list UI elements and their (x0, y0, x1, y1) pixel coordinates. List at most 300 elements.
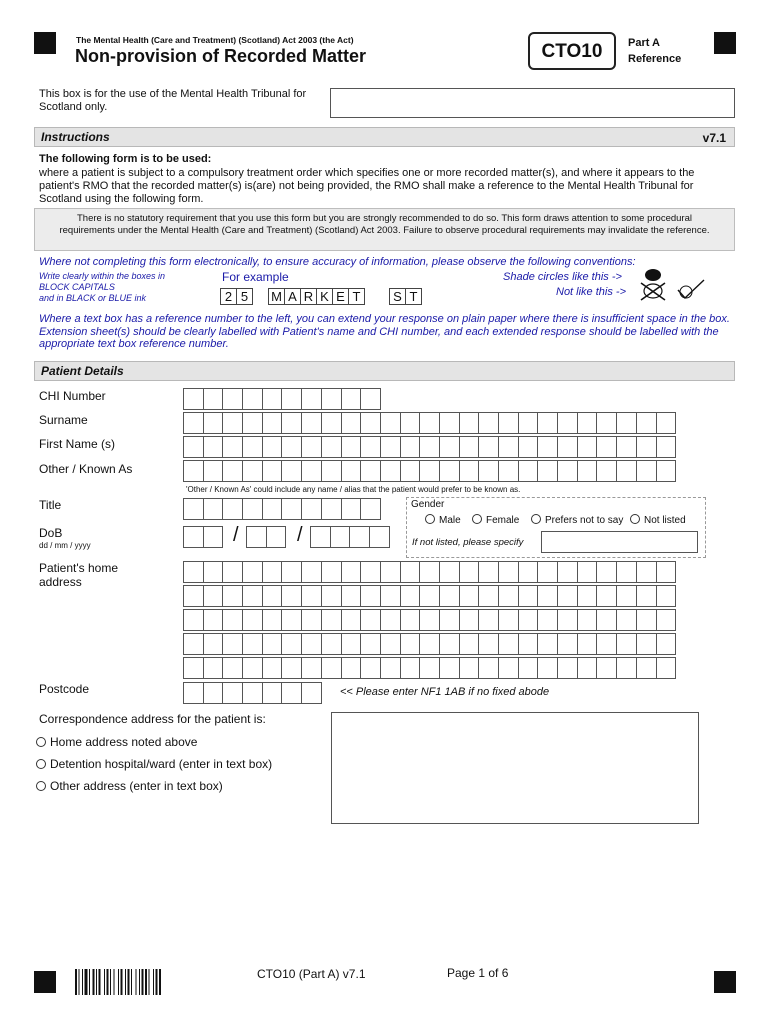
char-box[interactable] (557, 436, 578, 458)
char-box[interactable] (262, 609, 283, 631)
char-box[interactable] (242, 585, 263, 607)
char-box[interactable] (577, 460, 598, 482)
char-box[interactable] (400, 436, 421, 458)
barcode-bar (104, 969, 105, 995)
char-box[interactable] (498, 436, 519, 458)
char-box[interactable] (380, 561, 401, 583)
char-box[interactable] (616, 460, 637, 482)
char-box[interactable] (537, 561, 558, 583)
char-box[interactable] (203, 585, 224, 607)
char-box[interactable] (360, 460, 381, 482)
char-box[interactable] (360, 436, 381, 458)
write-line-2: BLOCK CAPITALS (39, 282, 115, 292)
char-box[interactable] (419, 561, 440, 583)
char-box[interactable] (636, 609, 657, 631)
char-box[interactable] (400, 561, 421, 583)
char-box[interactable] (341, 388, 362, 410)
char-box[interactable] (459, 585, 480, 607)
char-box[interactable] (478, 585, 499, 607)
char-box[interactable] (518, 460, 539, 482)
char-box[interactable] (203, 633, 224, 655)
dob-separator: / (233, 524, 239, 546)
example-char: T (405, 288, 422, 305)
char-box[interactable] (301, 657, 322, 679)
char-box[interactable] (596, 460, 617, 482)
char-box[interactable] (321, 436, 342, 458)
char-box[interactable] (222, 388, 243, 410)
char-box[interactable] (557, 657, 578, 679)
char-box[interactable] (222, 657, 243, 679)
radio-icon[interactable] (36, 781, 46, 791)
char-box[interactable] (301, 436, 322, 458)
char-box[interactable] (537, 609, 558, 631)
char-box[interactable] (281, 561, 302, 583)
char-box[interactable] (301, 585, 322, 607)
char-box[interactable] (557, 609, 578, 631)
char-box[interactable] (203, 561, 224, 583)
char-box[interactable] (222, 585, 243, 607)
char-box[interactable] (400, 412, 421, 434)
char-box[interactable] (439, 657, 460, 679)
char-box[interactable] (577, 633, 598, 655)
char-box[interactable] (183, 561, 204, 583)
char-box[interactable] (596, 657, 617, 679)
char-box[interactable] (478, 412, 499, 434)
char-box[interactable] (266, 526, 287, 548)
char-box[interactable] (222, 561, 243, 583)
char-box[interactable] (419, 609, 440, 631)
char-box[interactable] (301, 561, 322, 583)
char-box[interactable] (360, 561, 381, 583)
char-box[interactable] (321, 633, 342, 655)
correspondence-label: Correspondence address for the patient is: (39, 712, 266, 726)
char-box[interactable] (557, 460, 578, 482)
radio-icon[interactable] (472, 514, 482, 524)
char-box[interactable] (203, 388, 224, 410)
char-box[interactable] (419, 412, 440, 434)
char-box[interactable] (577, 436, 598, 458)
char-box[interactable] (183, 526, 204, 548)
address-line-3-input[interactable] (183, 609, 675, 631)
gender-option-female[interactable]: Female (472, 514, 519, 526)
char-box[interactable] (341, 585, 362, 607)
gender-option-prefers-not[interactable]: Prefers not to say (531, 514, 623, 526)
char-box[interactable] (616, 609, 637, 631)
char-box[interactable] (281, 657, 302, 679)
char-box[interactable] (498, 412, 519, 434)
char-box[interactable] (222, 633, 243, 655)
char-box[interactable] (242, 609, 263, 631)
char-box[interactable] (341, 561, 362, 583)
correspondence-option-hospital[interactable]: Detention hospital/ward (enter in text box) (36, 757, 272, 771)
char-box[interactable] (242, 561, 263, 583)
char-box[interactable] (380, 633, 401, 655)
char-box[interactable] (262, 388, 283, 410)
char-box[interactable] (459, 561, 480, 583)
char-box[interactable] (439, 460, 460, 482)
char-box[interactable] (183, 609, 204, 631)
char-box[interactable] (262, 412, 283, 434)
char-box[interactable] (557, 412, 578, 434)
char-box[interactable] (478, 561, 499, 583)
char-box[interactable] (478, 436, 499, 458)
char-box[interactable] (616, 633, 637, 655)
char-box[interactable] (459, 657, 480, 679)
char-box[interactable] (341, 657, 362, 679)
char-box[interactable] (262, 561, 283, 583)
version-label: v7.1 (702, 131, 726, 145)
char-box[interactable] (360, 609, 381, 631)
char-box[interactable] (380, 412, 401, 434)
char-box[interactable] (341, 609, 362, 631)
char-box[interactable] (459, 633, 480, 655)
form-code-box (528, 32, 616, 70)
char-box[interactable] (242, 682, 263, 704)
char-box[interactable] (498, 633, 519, 655)
char-box[interactable] (596, 585, 617, 607)
char-box[interactable] (439, 561, 460, 583)
barcode-bar (82, 969, 83, 995)
other-name-label: Other / Known As (39, 462, 133, 476)
char-box[interactable] (242, 633, 263, 655)
barcode-bar (159, 969, 161, 995)
char-box[interactable] (222, 436, 243, 458)
char-box[interactable] (636, 412, 657, 434)
correspondence-option-other[interactable]: Other address (enter in text box) (36, 779, 223, 793)
char-box[interactable] (242, 657, 263, 679)
char-box[interactable] (498, 561, 519, 583)
char-box[interactable] (498, 609, 519, 631)
char-box[interactable] (439, 609, 460, 631)
char-box[interactable] (616, 436, 637, 458)
char-box[interactable] (478, 609, 499, 631)
char-box[interactable] (262, 498, 283, 520)
char-box[interactable] (518, 633, 539, 655)
dob-year-input[interactable] (310, 526, 389, 548)
radio-icon[interactable] (36, 737, 46, 747)
char-box[interactable] (341, 460, 362, 482)
dob-day-input[interactable] (183, 526, 222, 548)
char-box[interactable] (419, 657, 440, 679)
footer-form-ref: CTO10 (Part A) v7.1 (257, 967, 366, 981)
dob-month-input[interactable] (246, 526, 285, 548)
char-box[interactable] (281, 682, 302, 704)
char-box[interactable] (656, 633, 677, 655)
gender-specify-input[interactable] (541, 531, 698, 553)
char-box[interactable] (301, 460, 322, 482)
char-box[interactable] (400, 633, 421, 655)
char-box[interactable] (537, 436, 558, 458)
write-line-3: and in BLACK or BLUE ink (39, 293, 147, 303)
char-box[interactable] (360, 633, 381, 655)
char-box[interactable] (183, 633, 204, 655)
char-box[interactable] (636, 633, 657, 655)
char-box[interactable] (301, 609, 322, 631)
char-box[interactable] (616, 561, 637, 583)
char-box[interactable] (281, 388, 302, 410)
char-box[interactable] (360, 657, 381, 679)
barcode-bar (89, 969, 90, 995)
char-box[interactable] (341, 436, 362, 458)
correspondence-address-input[interactable] (331, 712, 699, 824)
char-box[interactable] (281, 412, 302, 434)
radio-icon[interactable] (531, 514, 541, 524)
postcode-input[interactable] (183, 682, 321, 704)
title-input[interactable] (183, 498, 380, 520)
char-box[interactable] (281, 436, 302, 458)
barcode-bar (153, 969, 154, 995)
char-box[interactable] (478, 633, 499, 655)
char-box[interactable] (636, 460, 657, 482)
char-box[interactable] (439, 412, 460, 434)
char-box[interactable] (321, 585, 342, 607)
char-box[interactable] (341, 633, 362, 655)
barcode-bar (156, 969, 158, 995)
first-name-input[interactable] (183, 436, 675, 458)
example-char: 5 (236, 288, 253, 305)
char-box[interactable] (321, 388, 342, 410)
char-box[interactable] (301, 412, 322, 434)
char-box[interactable] (341, 412, 362, 434)
address-line-1-input[interactable] (183, 561, 675, 583)
address-line-2-input[interactable] (183, 585, 675, 607)
char-box[interactable] (321, 561, 342, 583)
page-number: Page 1 of 6 (447, 966, 509, 980)
char-box[interactable] (380, 460, 401, 482)
char-box[interactable] (262, 657, 283, 679)
address-line-4-input[interactable] (183, 633, 675, 655)
instructions-heading: Instructions (41, 130, 110, 144)
char-box[interactable] (596, 609, 617, 631)
radio-icon[interactable] (425, 514, 435, 524)
char-box[interactable] (596, 561, 617, 583)
radio-icon[interactable] (36, 759, 46, 769)
dob-format: dd / mm / yyyy (39, 541, 91, 550)
not-like-label: Not like this -> (556, 286, 626, 298)
char-box[interactable] (419, 585, 440, 607)
char-box[interactable] (400, 657, 421, 679)
char-box[interactable] (222, 498, 243, 520)
char-box[interactable] (301, 388, 322, 410)
char-box[interactable] (301, 498, 322, 520)
char-box[interactable] (656, 585, 677, 607)
char-box[interactable] (577, 609, 598, 631)
char-box[interactable] (498, 657, 519, 679)
surname-input[interactable] (183, 412, 675, 434)
char-box[interactable] (577, 585, 598, 607)
char-box[interactable] (518, 609, 539, 631)
char-box[interactable] (203, 412, 224, 434)
char-box[interactable] (636, 657, 657, 679)
char-box[interactable] (281, 585, 302, 607)
char-box[interactable] (183, 436, 204, 458)
char-box[interactable] (281, 460, 302, 482)
char-box[interactable] (498, 460, 519, 482)
char-box[interactable] (349, 526, 370, 548)
char-box[interactable] (281, 633, 302, 655)
char-box[interactable] (439, 436, 460, 458)
char-box[interactable] (459, 609, 480, 631)
char-box[interactable] (596, 412, 617, 434)
chi-number-input[interactable] (183, 388, 380, 410)
other-name-note: 'Other / Known As' could include any name / alias that the patient would prefer to be known as. (186, 485, 521, 494)
char-box[interactable] (183, 460, 204, 482)
example-boxes (220, 288, 421, 305)
char-box[interactable] (577, 412, 598, 434)
reference-label: Reference (628, 53, 682, 65)
gender-option-not-listed[interactable]: Not listed (630, 514, 686, 526)
char-box[interactable] (360, 388, 381, 410)
barcode-icon (75, 969, 193, 995)
char-box[interactable] (400, 460, 421, 482)
char-box[interactable] (400, 585, 421, 607)
char-box[interactable] (183, 585, 204, 607)
char-box[interactable] (183, 657, 204, 679)
char-box[interactable] (183, 498, 204, 520)
barcode-bar (79, 969, 80, 995)
char-box[interactable] (478, 460, 499, 482)
registration-mark-top-left (34, 32, 56, 54)
char-box[interactable] (557, 561, 578, 583)
char-box[interactable] (419, 436, 440, 458)
char-box[interactable] (616, 585, 637, 607)
char-box[interactable] (577, 657, 598, 679)
char-box[interactable] (262, 436, 283, 458)
char-box[interactable] (459, 436, 480, 458)
char-box[interactable] (281, 498, 302, 520)
char-box[interactable] (518, 412, 539, 434)
char-box[interactable] (310, 526, 331, 548)
char-box[interactable] (380, 609, 401, 631)
char-box[interactable] (616, 412, 637, 434)
char-box[interactable] (656, 609, 677, 631)
char-box[interactable] (537, 412, 558, 434)
char-box[interactable] (557, 585, 578, 607)
char-box[interactable] (321, 657, 342, 679)
char-box[interactable] (301, 682, 322, 704)
char-box[interactable] (459, 412, 480, 434)
char-box[interactable] (203, 498, 224, 520)
tribunal-reference-input[interactable] (330, 88, 735, 118)
char-box[interactable] (656, 436, 677, 458)
example-char: A (284, 288, 301, 305)
address-line-5-input[interactable] (183, 657, 675, 679)
char-box[interactable] (281, 609, 302, 631)
char-box[interactable] (537, 633, 558, 655)
char-box[interactable] (518, 585, 539, 607)
char-box[interactable] (636, 561, 657, 583)
example-char (364, 288, 390, 305)
char-box[interactable] (242, 436, 263, 458)
char-box[interactable] (321, 412, 342, 434)
char-box[interactable] (242, 498, 263, 520)
char-box[interactable] (636, 436, 657, 458)
char-box[interactable] (321, 460, 342, 482)
char-box[interactable] (439, 585, 460, 607)
char-box[interactable] (222, 682, 243, 704)
char-box[interactable] (360, 412, 381, 434)
char-box[interactable] (183, 682, 204, 704)
char-box[interactable] (222, 609, 243, 631)
barcode-bar (93, 969, 95, 995)
char-box[interactable] (459, 460, 480, 482)
char-box[interactable] (656, 657, 677, 679)
barcode-bar (128, 969, 130, 995)
char-box[interactable] (518, 657, 539, 679)
char-box[interactable] (203, 609, 224, 631)
address-label: Patient's home address (39, 561, 119, 589)
char-box[interactable] (203, 682, 224, 704)
char-box[interactable] (596, 633, 617, 655)
char-box[interactable] (203, 657, 224, 679)
char-box[interactable] (577, 561, 598, 583)
char-box[interactable] (518, 436, 539, 458)
char-box[interactable] (203, 460, 224, 482)
gender-option-male[interactable]: Male (425, 514, 461, 526)
char-box[interactable] (400, 609, 421, 631)
char-box[interactable] (596, 436, 617, 458)
postcode-note: << Please enter NF1 1AB if no fixed abode (340, 686, 550, 698)
char-box[interactable] (537, 657, 558, 679)
char-box[interactable] (537, 460, 558, 482)
char-box[interactable] (369, 526, 390, 548)
other-name-input[interactable] (183, 460, 675, 482)
char-box[interactable] (537, 585, 558, 607)
example-char (252, 288, 269, 305)
char-box[interactable] (656, 561, 677, 583)
char-box[interactable] (498, 585, 519, 607)
char-box[interactable] (478, 657, 499, 679)
char-box[interactable] (330, 526, 351, 548)
char-box[interactable] (380, 585, 401, 607)
char-box[interactable] (380, 657, 401, 679)
char-box[interactable] (262, 633, 283, 655)
char-box[interactable] (301, 633, 322, 655)
char-box[interactable] (183, 388, 204, 410)
char-box[interactable] (439, 633, 460, 655)
char-box[interactable] (380, 436, 401, 458)
char-box[interactable] (203, 436, 224, 458)
char-box[interactable] (518, 561, 539, 583)
char-box[interactable] (183, 412, 204, 434)
char-box[interactable] (242, 412, 263, 434)
char-box[interactable] (360, 498, 381, 520)
char-box[interactable] (246, 526, 267, 548)
char-box[interactable] (222, 460, 243, 482)
char-box[interactable] (321, 609, 342, 631)
char-box[interactable] (341, 498, 362, 520)
char-box[interactable] (222, 412, 243, 434)
char-box[interactable] (636, 585, 657, 607)
char-box[interactable] (262, 682, 283, 704)
char-box[interactable] (419, 633, 440, 655)
char-box[interactable] (242, 388, 263, 410)
char-box[interactable] (203, 526, 224, 548)
char-box[interactable] (360, 585, 381, 607)
surname-label: Surname (39, 413, 88, 427)
char-box[interactable] (557, 633, 578, 655)
char-box[interactable] (321, 498, 342, 520)
char-box[interactable] (242, 460, 263, 482)
char-box[interactable] (262, 460, 283, 482)
char-box[interactable] (262, 585, 283, 607)
char-box[interactable] (656, 460, 677, 482)
char-box[interactable] (616, 657, 637, 679)
char-box[interactable] (656, 412, 677, 434)
char-box[interactable] (419, 460, 440, 482)
radio-icon[interactable] (630, 514, 640, 524)
correspondence-option-home[interactable]: Home address noted above (36, 735, 197, 749)
